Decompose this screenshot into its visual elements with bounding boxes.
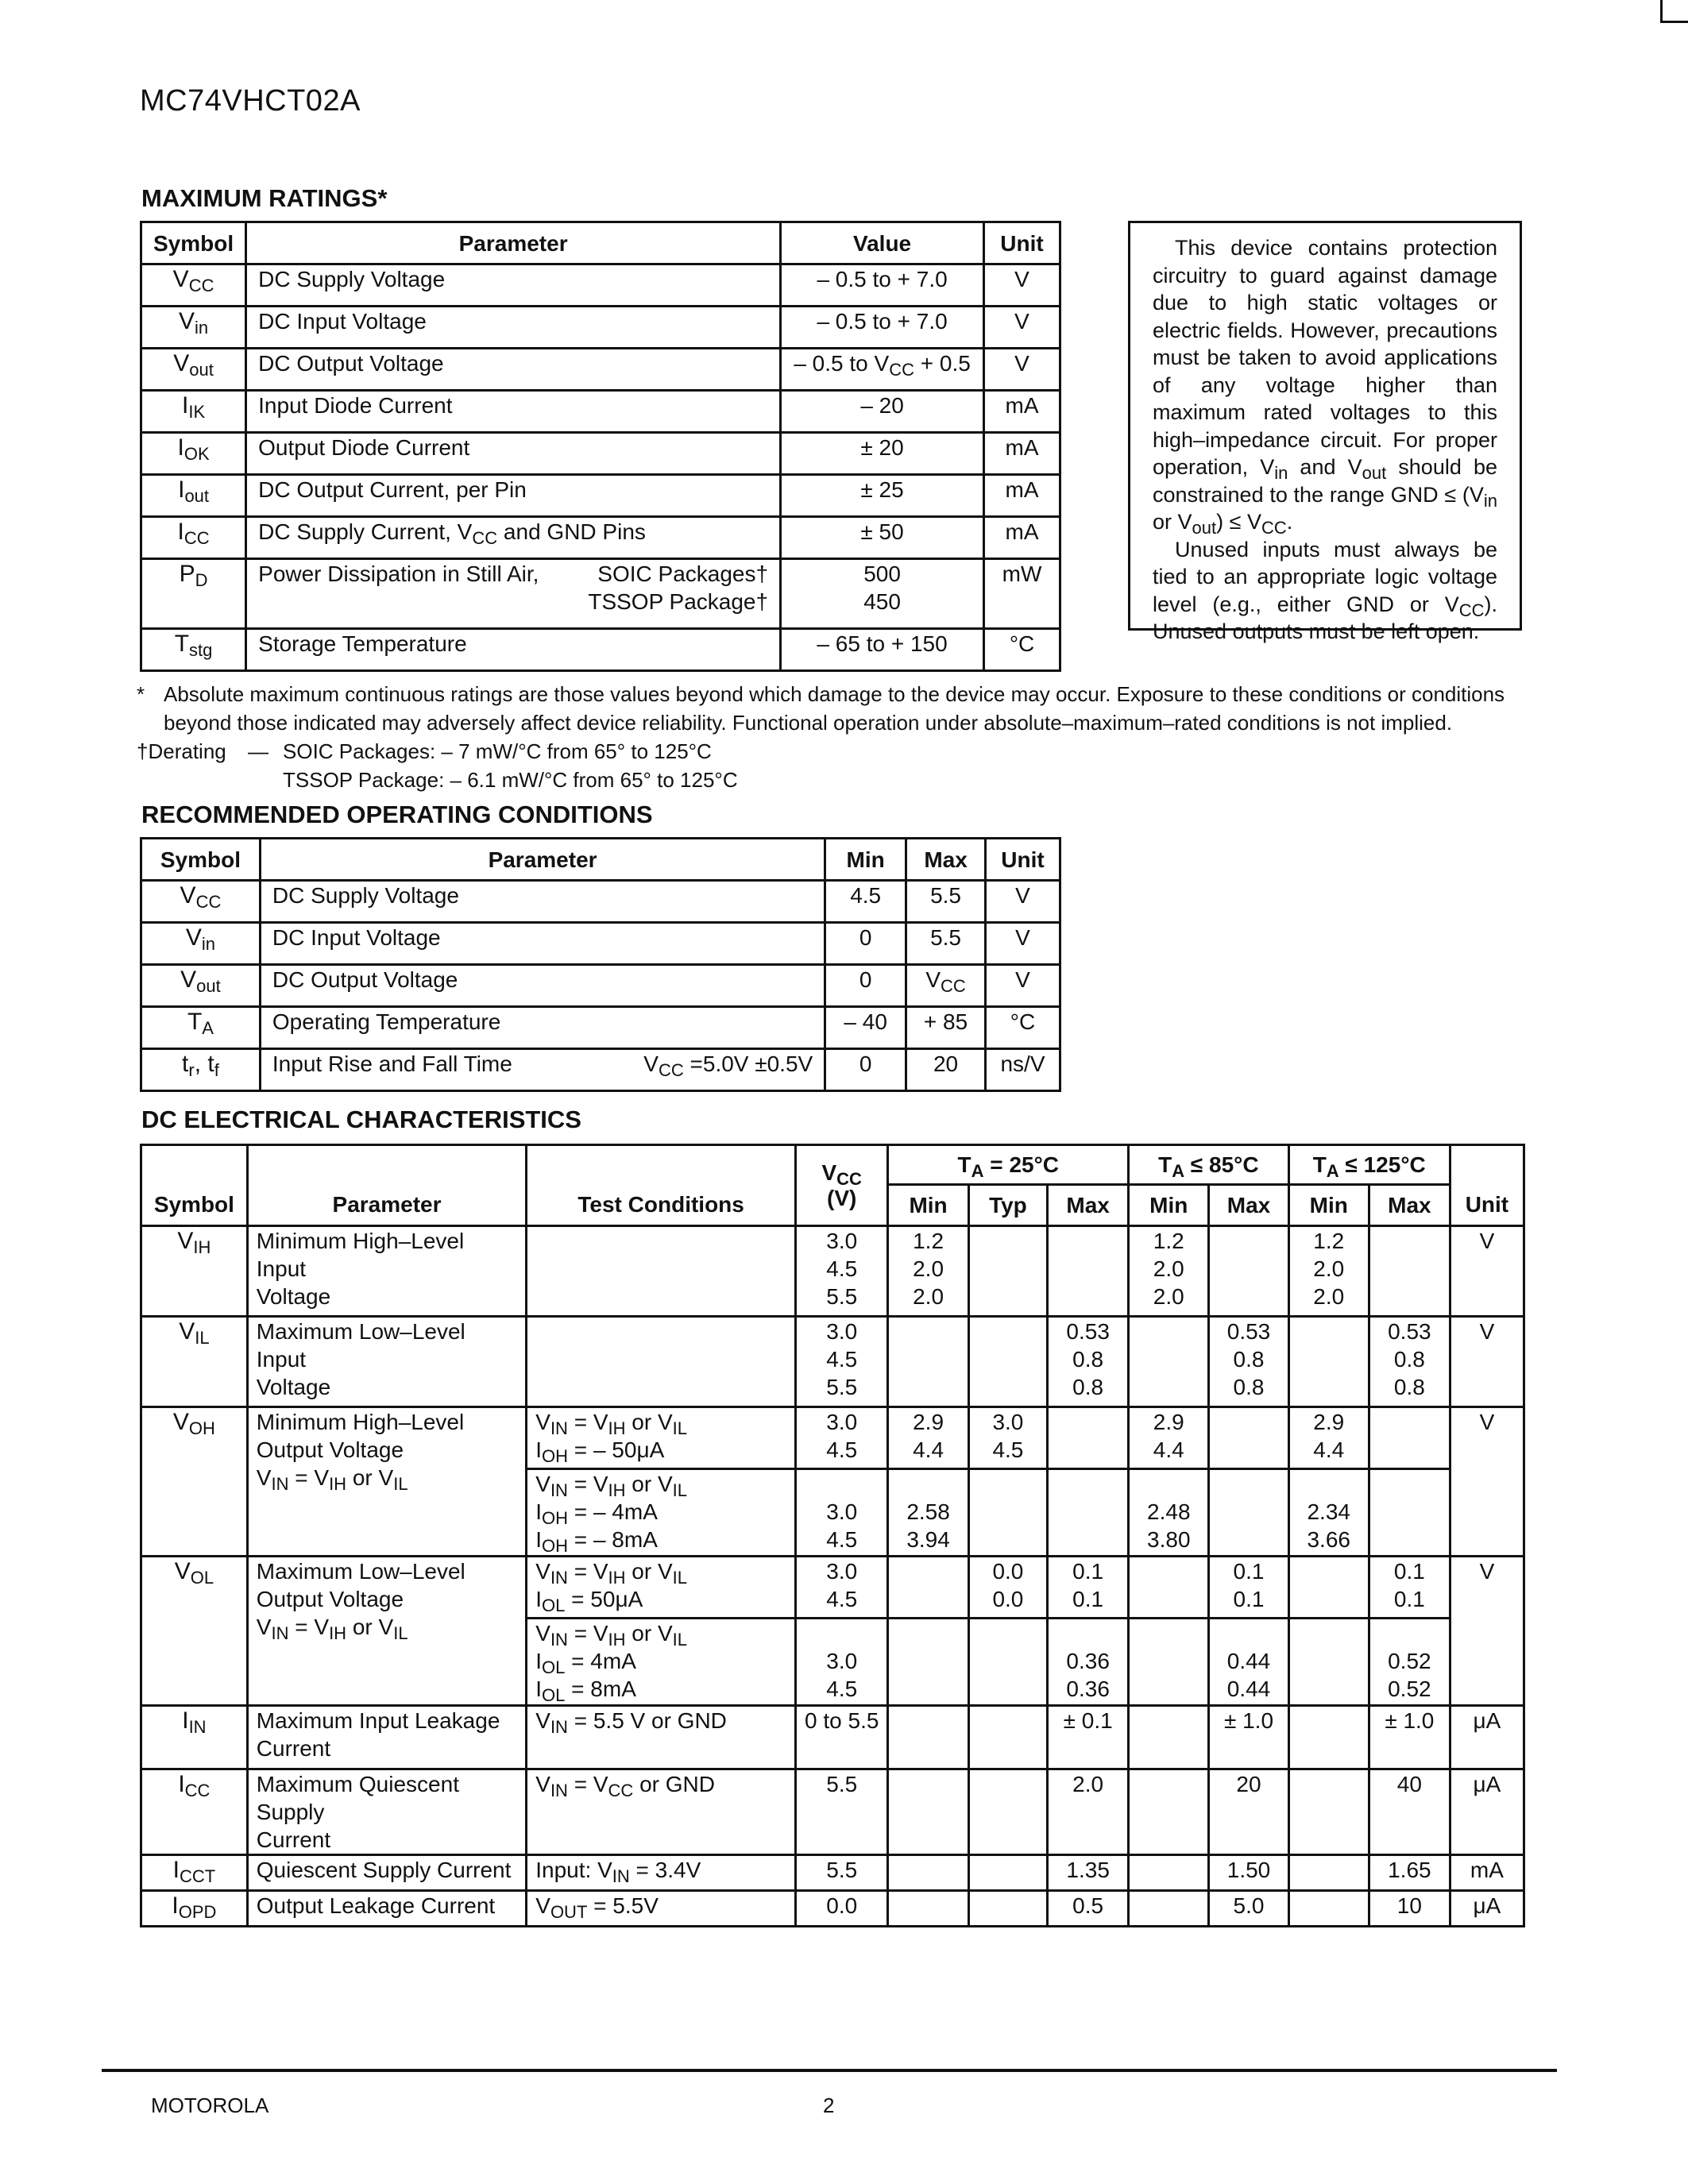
min125-cell xyxy=(1288,1706,1369,1769)
page-number: 2 xyxy=(823,2093,835,2117)
unit-cell: V xyxy=(984,307,1060,349)
col-header: Symbol xyxy=(141,839,261,881)
max125-cell: 1.65 xyxy=(1369,1855,1450,1891)
test-conditions-cell xyxy=(527,1226,796,1317)
table-row xyxy=(141,1049,1060,1091)
unit-cell: V xyxy=(986,881,1060,923)
parameter-cell: Input Rise and Fall Time $V_{CC} =5.0V \pm 0.5V$ xyxy=(260,1049,825,1091)
value-cell: – 65 to + 150 xyxy=(781,629,984,671)
note-paragraph: Unused inputs must always be tied to an appropriate logic voltage level (e.g., either GND or $V_{CC}$). Unused outputs must be left open. xyxy=(1153,537,1497,643)
unit-cell: mA xyxy=(984,391,1060,433)
symbol-cell: $V_{IL}$ xyxy=(141,1317,248,1407)
min125-cell: 2.34 3.66 xyxy=(1288,1469,1369,1557)
max85-cell xyxy=(1209,1407,1288,1469)
unit-cell: μA xyxy=(1450,1769,1524,1855)
table-row xyxy=(141,1317,1524,1407)
value-cell: – 0.5 to $V_{CC} + 0.5$ xyxy=(781,349,984,391)
symbol-cell: $I_{OK}$ xyxy=(141,433,246,475)
unit-cell: μA xyxy=(1450,1706,1524,1769)
max-cell: 20 xyxy=(906,1049,986,1091)
min85-cell xyxy=(1129,1706,1209,1769)
symbol-cell: $T_A$ xyxy=(141,1007,261,1049)
parameter-cell: Quiescent Supply Current xyxy=(247,1855,526,1891)
parameter-cell: DC Supply Current, $V_{CC}$ and GND Pins xyxy=(246,517,781,559)
max-ratings-footnotes xyxy=(137,680,1535,794)
parameter-cell: DC Output Voltage xyxy=(246,349,781,391)
max85-cell: 1.50 xyxy=(1209,1855,1288,1891)
unit-cell: V xyxy=(1450,1557,1524,1706)
test-conditions-cell: $V_{IN} = V_{CC}$ or GND xyxy=(527,1769,796,1855)
min85-cell xyxy=(1129,1891,1209,1927)
unit-cell: °C xyxy=(986,1007,1060,1049)
table-row xyxy=(141,923,1060,965)
table-row xyxy=(141,433,1060,475)
parameter-cell: Maximum Quiescent Supply Current xyxy=(247,1769,526,1855)
parameter-cell: Minimum High–Level Output Voltage $V_{IN} = V_{IH}$ or $V_{IL}$ xyxy=(247,1407,526,1557)
min25-cell: 2.9 4.4 xyxy=(888,1407,968,1469)
test-conditions-cell: $V_{IN} = 5.5$ V or GND xyxy=(527,1706,796,1769)
symbol-cell: $I_{CC}$ xyxy=(141,517,246,559)
unit-cell: V xyxy=(984,264,1060,307)
parameter-cell: DC Supply Voltage xyxy=(260,881,825,923)
min85-cell xyxy=(1129,1619,1209,1706)
test-conditions-cell: Input: $V_{IN} = 3.4V$ xyxy=(527,1855,796,1891)
max-cell: + 85 xyxy=(906,1007,986,1049)
parameter-cell: DC Input Voltage xyxy=(260,923,825,965)
max25-cell: 0.1 0.1 xyxy=(1048,1557,1129,1619)
min-cell: – 40 xyxy=(825,1007,906,1049)
max125-cell: ± 1.0 xyxy=(1369,1706,1450,1769)
parameter-cell: Minimum High–Level Input Voltage xyxy=(247,1226,526,1317)
col-header: Unit xyxy=(1450,1145,1524,1226)
parameter-cell: Maximum Low–Level Input Voltage xyxy=(247,1317,526,1407)
parameter-cell: DC Output Current, per Pin xyxy=(246,475,781,517)
vcc-cell: 3.0 4.5 xyxy=(796,1469,888,1557)
max-ratings-table xyxy=(140,221,1061,672)
max25-cell xyxy=(1048,1469,1129,1557)
col-header: Min xyxy=(825,839,906,881)
rec-conditions-table xyxy=(140,837,1061,1092)
vcc-cell: 3.0 4.5 5.5 xyxy=(796,1226,888,1317)
max25-cell: 0.53 0.8 0.8 xyxy=(1048,1317,1129,1407)
min25-cell xyxy=(888,1706,968,1769)
typ25-cell xyxy=(968,1317,1047,1407)
table-row xyxy=(141,475,1060,517)
table-row xyxy=(141,1855,1524,1891)
unit-cell: V xyxy=(986,965,1060,1007)
col-header: Value xyxy=(781,222,984,264)
table-row xyxy=(141,1557,1524,1619)
symbol-cell: $V_{OL}$ xyxy=(141,1557,248,1706)
symbol-cell: $I_{CCT}$ xyxy=(141,1855,248,1891)
test-conditions-cell: $V_{IN} = V_{IH}$ or $V_{IL}$ $I_{OH}$ = – 4mA $I_{OH}$ = – 8mA xyxy=(527,1469,796,1557)
table-row xyxy=(141,307,1060,349)
unit-cell: V xyxy=(984,349,1060,391)
value-cell: – 0.5 to + 7.0 xyxy=(781,264,984,307)
test-conditions-cell: $V_{IN} = V_{IH}$ or $V_{IL}$ $I_{OL} = 50\mu A$ xyxy=(527,1557,796,1619)
max-cell: $V_{CC}$ xyxy=(906,965,986,1007)
parameter-cell: Storage Temperature xyxy=(246,629,781,671)
footnote-mark: †Derating xyxy=(137,739,226,763)
vcc-cell: 3.0 4.5 5.5 xyxy=(796,1317,888,1407)
vcc-cell: 0 to 5.5 xyxy=(796,1706,888,1769)
min25-cell xyxy=(888,1891,968,1927)
value-cell: 500 450 xyxy=(781,559,984,629)
unit-cell: mA xyxy=(984,433,1060,475)
col-header: Parameter xyxy=(246,222,781,264)
max85-cell: 5.0 xyxy=(1209,1891,1288,1927)
parameter-cell: Input Diode Current xyxy=(246,391,781,433)
vcc-cell: 3.0 4.5 xyxy=(796,1619,888,1706)
col-header: Max xyxy=(1369,1185,1450,1226)
min125-cell xyxy=(1288,1619,1369,1706)
vcc-cell: 3.0 4.5 xyxy=(796,1407,888,1469)
max-cell: 5.5 xyxy=(906,923,986,965)
parameter-cell: Maximum Input Leakage Current xyxy=(247,1706,526,1769)
max125-cell: 0.53 0.8 0.8 xyxy=(1369,1317,1450,1407)
test-conditions-cell: $V_{OUT} = 5.5V$ xyxy=(527,1891,796,1927)
col-header: Parameter xyxy=(260,839,825,881)
parameter-cell: DC Input Voltage xyxy=(246,307,781,349)
unit-cell: °C xyxy=(984,629,1060,671)
symbol-cell: $V_{out}$ xyxy=(141,965,261,1007)
symbol-cell: $V_{out}$ xyxy=(141,349,246,391)
footer-brand: MOTOROLA xyxy=(151,2093,269,2117)
unit-cell: V xyxy=(986,923,1060,965)
vcc-cell: 3.0 4.5 xyxy=(796,1557,888,1619)
dc-chars-title: DC ELECTRICAL CHARACTERISTICS xyxy=(141,1106,581,1133)
col-header: Unit xyxy=(984,222,1060,264)
min85-cell xyxy=(1129,1855,1209,1891)
table-row xyxy=(141,1706,1524,1769)
min125-cell xyxy=(1288,1769,1369,1855)
max125-cell xyxy=(1369,1226,1450,1317)
col-header: Test Conditions xyxy=(527,1145,796,1226)
parameter-cell: DC Supply Voltage xyxy=(246,264,781,307)
unit-cell: mW xyxy=(984,559,1060,629)
typ25-cell xyxy=(968,1469,1047,1557)
symbol-cell: $T_{stg}$ xyxy=(141,629,246,671)
max85-cell: 20 xyxy=(1209,1769,1288,1855)
symbol-cell: $V_{in}$ xyxy=(141,307,246,349)
test-conditions-cell: $V_{IN} = V_{IH}$ or $V_{IL}$ $I_{OH}$ = – 50μA xyxy=(527,1407,796,1469)
crop-mark xyxy=(1660,21,1688,23)
footnote-mark: * xyxy=(137,682,145,706)
max25-cell: 2.0 xyxy=(1048,1769,1129,1855)
value-cell: – 0.5 to + 7.0 xyxy=(781,307,984,349)
max125-cell xyxy=(1369,1407,1450,1469)
footnote-dash: — xyxy=(248,739,268,763)
unit-cell: μA xyxy=(1450,1891,1524,1927)
symbol-cell: $I_{IN}$ xyxy=(141,1706,248,1769)
max25-cell: 0.36 0.36 xyxy=(1048,1619,1129,1706)
vcc-cell: 5.5 xyxy=(796,1855,888,1891)
crop-mark xyxy=(1660,0,1663,22)
parameter-cell: Output Leakage Current xyxy=(247,1891,526,1927)
col-header-ta25: $T_A = 25^\circ C$ xyxy=(888,1145,1129,1185)
table-row xyxy=(141,881,1060,923)
min25-cell: 1.2 2.0 2.0 xyxy=(888,1226,968,1317)
max85-cell: 0.53 0.8 0.8 xyxy=(1209,1317,1288,1407)
col-header-vcc: $V_{CC}$ (V) xyxy=(796,1145,888,1226)
col-header: Max xyxy=(1048,1185,1129,1226)
col-header: Parameter xyxy=(247,1145,526,1226)
tssop-package-label: TSSOP Package† xyxy=(588,589,769,614)
parameter-cell: DC Output Voltage xyxy=(260,965,825,1007)
min125-cell xyxy=(1288,1557,1369,1619)
table-row xyxy=(141,264,1060,307)
vcc-cell: 0.0 xyxy=(796,1891,888,1927)
min-cell: 0 xyxy=(825,923,906,965)
table-row xyxy=(141,349,1060,391)
min25-cell xyxy=(888,1557,968,1619)
min85-cell: 1.2 2.0 2.0 xyxy=(1129,1226,1209,1317)
footer-rule xyxy=(102,2069,1557,2072)
min85-cell: 2.48 3.80 xyxy=(1129,1469,1209,1557)
max25-cell: ± 0.1 xyxy=(1048,1706,1129,1769)
soic-package-label: SOIC Packages† xyxy=(597,561,769,586)
max25-cell: 1.35 xyxy=(1048,1855,1129,1891)
max85-cell: ± 1.0 xyxy=(1209,1706,1288,1769)
typ25-cell xyxy=(968,1769,1047,1855)
typ25-cell xyxy=(968,1891,1047,1927)
min125-cell xyxy=(1288,1855,1369,1891)
min125-cell xyxy=(1288,1891,1369,1927)
symbol-cell: $I_{IK}$ xyxy=(141,391,246,433)
min125-cell: 1.2 2.0 2.0 xyxy=(1288,1226,1369,1317)
symbol-cell: $I_{out}$ xyxy=(141,475,246,517)
table-row xyxy=(141,629,1060,671)
max85-cell xyxy=(1209,1226,1288,1317)
symbol-cell: $P_D$ xyxy=(141,559,246,629)
col-header: Min xyxy=(1129,1185,1209,1226)
note-paragraph: This device contains protection circuitry to guard against damage due to high static voltages or electric fields. However, precautions must be taken to avoid applications of any voltage higher than maximum rated voltages to this high–impedance circuit. For proper operation, $V_{in}$ and $V_{out}$ should be constrained to the range GND ≤ ($V_{in}$ or $V_{out}) \le V_{CC}$. xyxy=(1153,236,1497,538)
max125-cell: 0.52 0.52 xyxy=(1369,1619,1450,1706)
symbol-cell: $V_{CC}$ xyxy=(141,881,261,923)
footnote-text: Absolute maximum continuous ratings are those values beyond which damage to the device may occur. Exposure to these conditions or conditions xyxy=(164,682,1505,706)
value-cell: ± 25 xyxy=(781,475,984,517)
col-header: Max xyxy=(906,839,986,881)
symbol-cell: $V_{OH}$ xyxy=(141,1407,248,1557)
max-ratings-title: MAXIMUM RATINGS* xyxy=(141,184,388,212)
typ25-cell: 3.0 4.5 xyxy=(968,1407,1047,1469)
max85-cell xyxy=(1209,1469,1288,1557)
unit-cell: mA xyxy=(984,475,1060,517)
min85-cell xyxy=(1129,1317,1209,1407)
rec-conditions-title: RECOMMENDED OPERATING CONDITIONS xyxy=(141,801,653,828)
typ25-cell xyxy=(968,1706,1047,1769)
value-cell: ± 50 xyxy=(781,517,984,559)
test-conditions-cell xyxy=(527,1317,796,1407)
min85-cell xyxy=(1129,1769,1209,1855)
min-cell: 0 xyxy=(825,1049,906,1091)
unit-cell: V xyxy=(1450,1226,1524,1317)
footnote-text: SOIC Packages: – 7 mW/°C from 65° to 125°C xyxy=(283,739,712,763)
table-row xyxy=(141,965,1060,1007)
page-header-part-number: MC74VHCT02A xyxy=(140,84,361,118)
value-cell: ± 20 xyxy=(781,433,984,475)
vcc-cell: 5.5 xyxy=(796,1769,888,1855)
min85-cell xyxy=(1129,1557,1209,1619)
min125-cell xyxy=(1288,1317,1369,1407)
min125-cell: 2.9 4.4 xyxy=(1288,1407,1369,1469)
table-row xyxy=(141,517,1060,559)
test-conditions-cell: $V_{IN} = V_{IH}$ or $V_{IL}$ $I_{OL} = 4mA$ $I_{OL} = 8mA$ xyxy=(527,1619,796,1706)
symbol-cell: $V_{IH}$ xyxy=(141,1226,248,1317)
footnote-text: TSSOP Package: – 6.1 mW/°C from 65° to 125°C xyxy=(283,768,738,792)
parameter-cell: Maximum Low–Level Output Voltage $V_{IN} = V_{IH}$ or $V_{IL}$ xyxy=(247,1557,526,1706)
min25-cell xyxy=(888,1769,968,1855)
esd-protection-note xyxy=(1128,221,1522,643)
min25-cell xyxy=(888,1619,968,1706)
rise-fall-condition: $V_{CC} =5.0V \pm 0.5V$ xyxy=(643,1051,813,1080)
max125-cell: 0.1 0.1 xyxy=(1369,1557,1450,1619)
col-header: Typ xyxy=(968,1185,1047,1226)
min25-cell xyxy=(888,1317,968,1407)
table-row xyxy=(141,1007,1060,1049)
typ25-cell xyxy=(968,1226,1047,1317)
typ25-cell xyxy=(968,1855,1047,1891)
table-row xyxy=(141,1891,1524,1927)
symbol-cell: $t_r$, $t_f$ xyxy=(141,1049,261,1091)
table-row xyxy=(141,1407,1524,1469)
table-row xyxy=(141,1226,1524,1317)
max25-cell: 0.5 xyxy=(1048,1891,1129,1927)
max125-cell: 10 xyxy=(1369,1891,1450,1927)
value-cell: – 20 xyxy=(781,391,984,433)
typ25-cell xyxy=(968,1619,1047,1706)
col-header-ta85: $T_A \le 85^\circ C$ xyxy=(1129,1145,1288,1185)
col-header-ta125: $T_A \le 125^\circ C$ xyxy=(1288,1145,1450,1185)
unit-cell: mA xyxy=(984,517,1060,559)
symbol-cell: $V_{in}$ xyxy=(141,923,261,965)
min85-cell: 2.9 4.4 xyxy=(1129,1407,1209,1469)
max85-cell: 0.1 0.1 xyxy=(1209,1557,1288,1619)
col-header: Max xyxy=(1209,1185,1288,1226)
typ25-cell: 0.0 0.0 xyxy=(968,1557,1047,1619)
parameter-cell: Operating Temperature xyxy=(260,1007,825,1049)
col-header: Unit xyxy=(986,839,1060,881)
unit-cell: V xyxy=(1450,1317,1524,1407)
parameter-cell: Output Diode Current xyxy=(246,433,781,475)
max-cell: 5.5 xyxy=(906,881,986,923)
parameter-cell: Power Dissipation in Still Air, SOIC Packages† TSSOP Package† xyxy=(246,559,781,629)
min25-cell: 2.58 3.94 xyxy=(888,1469,968,1557)
unit-cell: V xyxy=(1450,1407,1524,1557)
min25-cell xyxy=(888,1855,968,1891)
max25-cell xyxy=(1048,1226,1129,1317)
footnote-text: beyond those indicated may adversely affect device reliability. Functional operation under absolute–maximum–rated conditions is not implied. xyxy=(164,711,1453,735)
table-row xyxy=(141,391,1060,433)
max85-cell: 0.44 0.44 xyxy=(1209,1619,1288,1706)
unit-cell: mA xyxy=(1450,1855,1524,1891)
symbol-cell: $I_{CC}$ xyxy=(141,1769,248,1855)
table-row xyxy=(141,559,1060,629)
unit-cell: ns/V xyxy=(986,1049,1060,1091)
col-header: Min xyxy=(888,1185,968,1226)
col-header: Symbol xyxy=(141,222,246,264)
max125-cell xyxy=(1369,1469,1450,1557)
col-header: Symbol xyxy=(141,1145,248,1226)
table-row xyxy=(141,1769,1524,1855)
max125-cell: 40 xyxy=(1369,1769,1450,1855)
col-header: Min xyxy=(1288,1185,1369,1226)
symbol-cell: $V_{CC}$ xyxy=(141,264,246,307)
min-cell: 0 xyxy=(825,965,906,1007)
max25-cell xyxy=(1048,1407,1129,1469)
symbol-cell: $I_{OPD}$ xyxy=(141,1891,248,1927)
dc-chars-table xyxy=(140,1144,1525,1927)
min-cell: 4.5 xyxy=(825,881,906,923)
